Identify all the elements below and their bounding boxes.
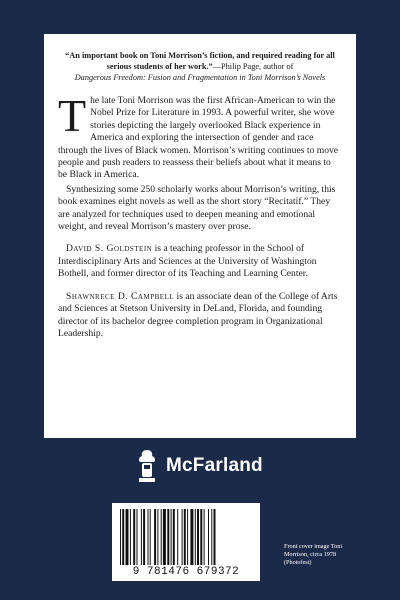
author-bio-text-1: is a teaching professor in the School of Interdisciplinary Arts and Sciences at the University of Washington Bothell, and former director of its Teaching and Learning Center. — [58, 243, 317, 280]
author-bio-2 — [58, 291, 342, 341]
isbn-number: 9 781476 679372 — [132, 566, 240, 578]
barcode-bar — [200, 509, 202, 565]
barcode-bars — [120, 509, 252, 565]
barcode-bar — [161, 509, 162, 565]
author-name-2: Shawnrece D. Campbell — [66, 290, 175, 302]
barcode-bar — [171, 509, 172, 565]
barcode-bar — [122, 509, 124, 565]
description-paragraph-1 — [58, 90, 342, 182]
quote-text: “An important book on Toni Morrison’s fiction, and required reading for all serious students of her work.” — [65, 51, 335, 71]
quote-attribution: —Philip Page, author of — [212, 62, 294, 71]
cover-image-caption: Front cover image Toni Morrison, circa 1978 (Photofest) — [284, 543, 343, 566]
publisher-logo-icon — [134, 448, 160, 484]
isbn-barcode — [112, 503, 260, 581]
endorsement-quote — [58, 50, 342, 83]
barcode-bar — [167, 509, 169, 565]
description-paragraph-2: Synthesizing some 250 scholarly works about Morrison’s writing, this book examines eight novels as well as the short story “Recitatif.” They are analyzed for techniques used to deepen meaning and emotional weight, and reveal Morrison’s mastery over prose. — [58, 183, 336, 233]
barcode-bar — [204, 509, 205, 565]
barcode-bar — [120, 509, 121, 565]
barcode-bar — [141, 509, 142, 565]
barcode-bar — [148, 509, 149, 565]
barcode-bar — [211, 509, 212, 565]
barcode-bar — [126, 509, 129, 565]
author-bio-1 — [58, 243, 342, 280]
author-bio-text-2: is an associate dean of the College of Arts and Sciences at Stetson University in DeLand, Florida, and founding director of its bachelor degree completion program in Organizational Leadership. — [58, 290, 338, 339]
barcode-bar — [157, 509, 158, 565]
barcode-bar — [187, 509, 188, 565]
drop-cap: T — [58, 90, 87, 141]
quoted-book-title: Dangerous Freedom: Fusion and Fragmentation in Toni Morrison’s Novels — [74, 73, 326, 82]
barcode-bar — [182, 509, 183, 565]
barcode-bar — [133, 509, 135, 565]
author-name-1: David S. Goldstein — [66, 243, 153, 255]
barcode-bar — [150, 509, 151, 565]
description-text-1: he late Toni Morrison was the first African-American to win the Nobel Prize for Literature in 1993. A powerful writer, she wove stories depicting the largely overlooked Black experience in America and exploring the intersection of gender and race through the lives of Black women. Morrison’s writing continues to move people and push readers to reassess their beliefs about what it means to be Black in America. — [58, 95, 339, 181]
barcode-bar — [197, 509, 199, 565]
barcode-bar — [208, 509, 209, 565]
barcode-bar — [143, 509, 145, 565]
barcode-bar — [137, 509, 138, 565]
barcode-bar — [163, 509, 166, 565]
publisher-name: McFarland — [166, 455, 263, 476]
barcode-bar — [177, 509, 178, 565]
barcode-bar — [184, 509, 186, 565]
barcode-bar — [190, 509, 193, 565]
publisher-logo — [134, 448, 263, 484]
back-cover-text-panel — [44, 34, 356, 438]
barcode-bar — [130, 509, 131, 565]
barcode-bar — [154, 509, 156, 565]
barcode-bar — [173, 509, 175, 565]
barcode-bar — [214, 509, 216, 565]
barcode-bar — [195, 509, 196, 565]
